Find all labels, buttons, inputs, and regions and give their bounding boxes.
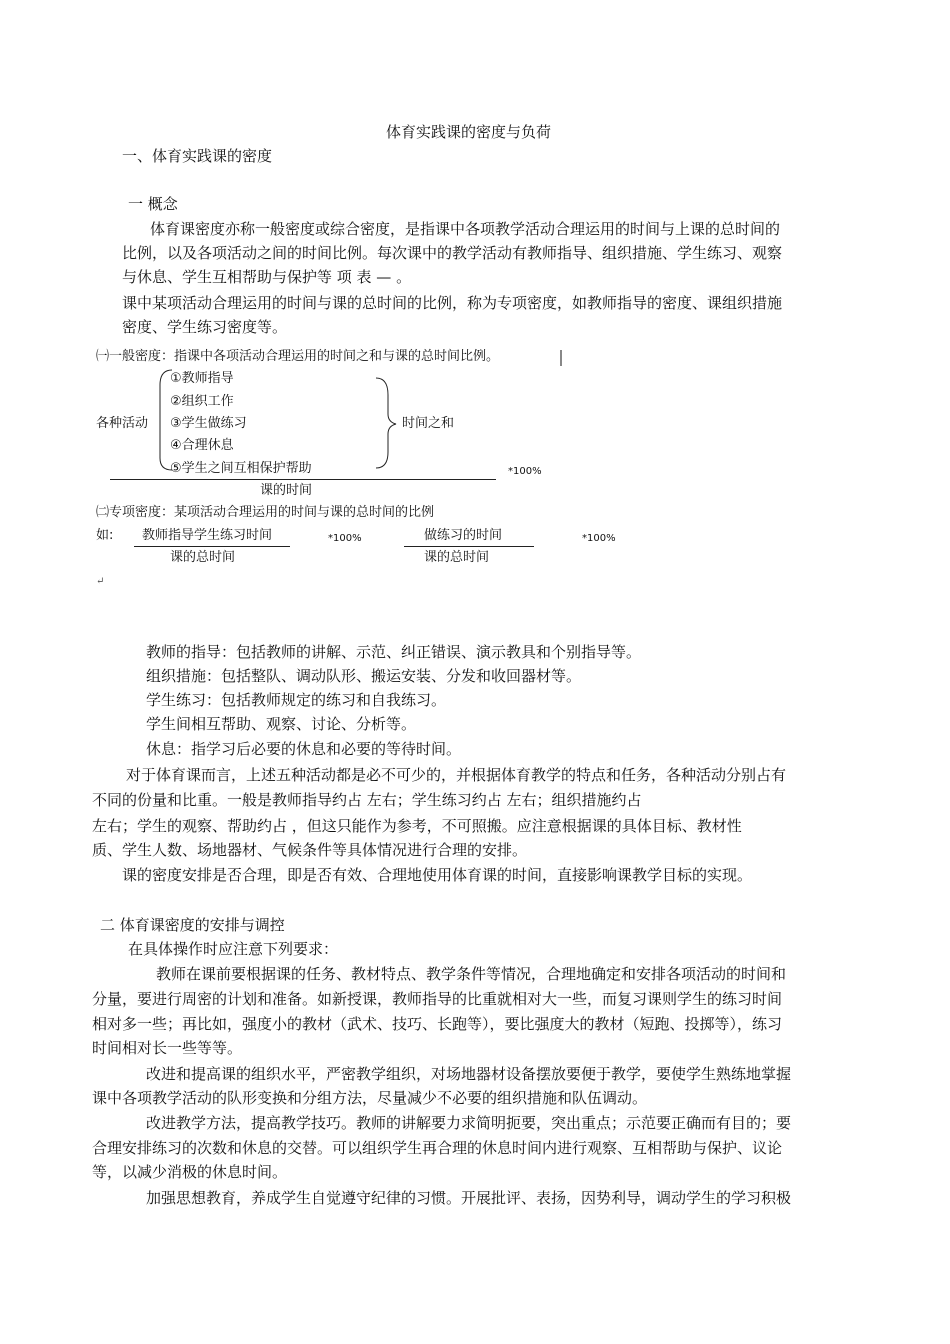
para2-line: 密度、学生练习密度等。 — [122, 318, 288, 336]
para3-line: 对于体育课而言，上述五种活动都是必不可少的，并根据体育教学的特点和任务，各种活动分别占有 — [126, 766, 787, 784]
activity-item: ⑤学生之间互相保护帮助 — [170, 461, 312, 476]
section2-p3-line: 改进教学方法，提高教学技巧。教师的讲解要力求简明扼要，突出重点；示范要正确而有目的；要 — [146, 1114, 792, 1132]
sum-label: 时间之和 — [402, 416, 455, 431]
example2-fraction-line — [404, 546, 534, 547]
section2-p1-line: 分量，要进行周密的计划和准备。如新授课，教师指导的比重就相对大一些，而复习课则学生的练习时间 — [92, 990, 783, 1008]
percent-label: *100% — [508, 466, 542, 477]
definition-line: 学生练习：包括教师规定的练习和自我练习。 — [146, 691, 447, 709]
definition-line: 休息：指学习后必要的休息和必要的等待时间。 — [146, 740, 462, 758]
section2-p2-line: 课中各项教学活动的队形变换和分组方法，尽量减少不必要的组织措施和队伍调动。 — [92, 1089, 648, 1107]
example2-numerator: 做练习的时间 — [424, 528, 503, 543]
section2-p3-line: 合理安排练习的次数和休息的交替。可以组织学生再合理的休息时间内进行观察、互相帮助与保护、议论 — [92, 1139, 783, 1157]
definition-line: 教师的指导：包括教师的讲解、示范、纠正错误、演示教具和个别指导等。 — [146, 643, 642, 661]
example1-percent: *100% — [328, 533, 362, 544]
page-title: 体育实践课的密度与负荷 — [386, 123, 552, 141]
special-density-definition: ㈡专项密度：某项活动合理运用的时间与课的总时间的比例 — [96, 505, 435, 520]
denominator-label: 课的时间 — [260, 483, 313, 498]
section2-p1-line: 时间相对长一些等等。 — [92, 1039, 243, 1057]
example1-fraction-line — [134, 546, 290, 547]
paragraph-mark: ↵ — [96, 576, 105, 587]
section2-heading: 二 体育课密度的安排与调控 — [100, 916, 285, 934]
activity-item: ②组织工作 — [170, 394, 234, 409]
definition-line: 学生间相互帮助、观察、讨论、分析等。 — [146, 715, 417, 733]
para3-line: 不同的份量和比重。一般是教师指导约占 左右；学生练习约占 左右；组织措施约占 — [92, 791, 642, 809]
para4: 课的密度安排是否合理，即是否有效、合理地使用体育课的时间，直接影响课教学目标的实现。 — [122, 866, 753, 884]
section1-heading: 一、体育实践课的密度 — [122, 147, 273, 165]
section2-p1-line: 相对多一些；再比如，强度小的教材（武术、技巧、长跑等），要比强度大的教材（短跑、投掷等），练习 — [92, 1015, 783, 1033]
definition-line: 组织措施：包括整队、调动队形、搬运安装、分发和收回器材等。 — [146, 667, 582, 685]
example-label: 如: — [96, 528, 114, 543]
para1-line: 体育课密度亦称一般密度或综合密度，是指课中各项教学活动合理运用的时间与上课的总时间的 — [150, 220, 781, 238]
activities-label: 各种活动 — [96, 416, 149, 431]
example1-numerator: 教师指导学生练习时间 — [142, 528, 273, 543]
example1-denominator: 课的总时间 — [170, 550, 236, 565]
concept-heading: 一 概念 — [128, 195, 178, 213]
activity-item: ③学生做练习 — [170, 416, 247, 431]
section2-p1-line: 教师在课前要根据课的任务、教材特点、教学条件等情况，合理地确定和安排各项活动的时间和 — [156, 965, 787, 983]
section2-p2-line: 改进和提高课的组织水平，严密教学组织，对场地器材设备摆放要便于教学，要使学生熟练地掌握 — [146, 1065, 792, 1083]
right-brace — [376, 378, 396, 468]
general-density-definition: ㈠一般密度：指课中各项活动合理运用的时间之和与课的总时间比例。 — [96, 349, 500, 364]
section2-intro: 在具体操作时应注意下列要求： — [128, 940, 339, 958]
left-bracket — [160, 370, 172, 470]
para1-line: 与休息、学生互相帮助与保护等 项 表 — 。 — [122, 268, 412, 286]
para3-line: 左右；学生的观察、帮助约占 ，但这只能作为参考，不可照搬。应注意根据课的具体目标、教材性 — [92, 817, 742, 835]
para1-line: 比例，以及各项活动之间的时间比例。每次课中的教学活动有教师指导、组织措施、学生练习、观察 — [122, 244, 783, 262]
activity-item: ④合理休息 — [170, 438, 234, 453]
example2-denominator: 课的总时间 — [424, 550, 490, 565]
section2-p4-line: 加强思想教育，养成学生自觉遵守纪律的习惯。开展批评、表扬，因势利导，调动学生的学习积极 — [146, 1189, 792, 1207]
example2-percent: *100% — [582, 533, 616, 544]
section2-p3-line: 等，以减少消极的休息时间。 — [92, 1163, 288, 1181]
para3-line: 质、学生人数、场地器材、气候条件等具体情况进行合理的安排。 — [92, 841, 528, 859]
activity-item: ①教师指导 — [170, 371, 234, 386]
para2-line: 课中某项活动合理运用的时间与课的总时间的比例，称为专项密度，如教师指导的密度、课组织措施 — [122, 294, 783, 312]
